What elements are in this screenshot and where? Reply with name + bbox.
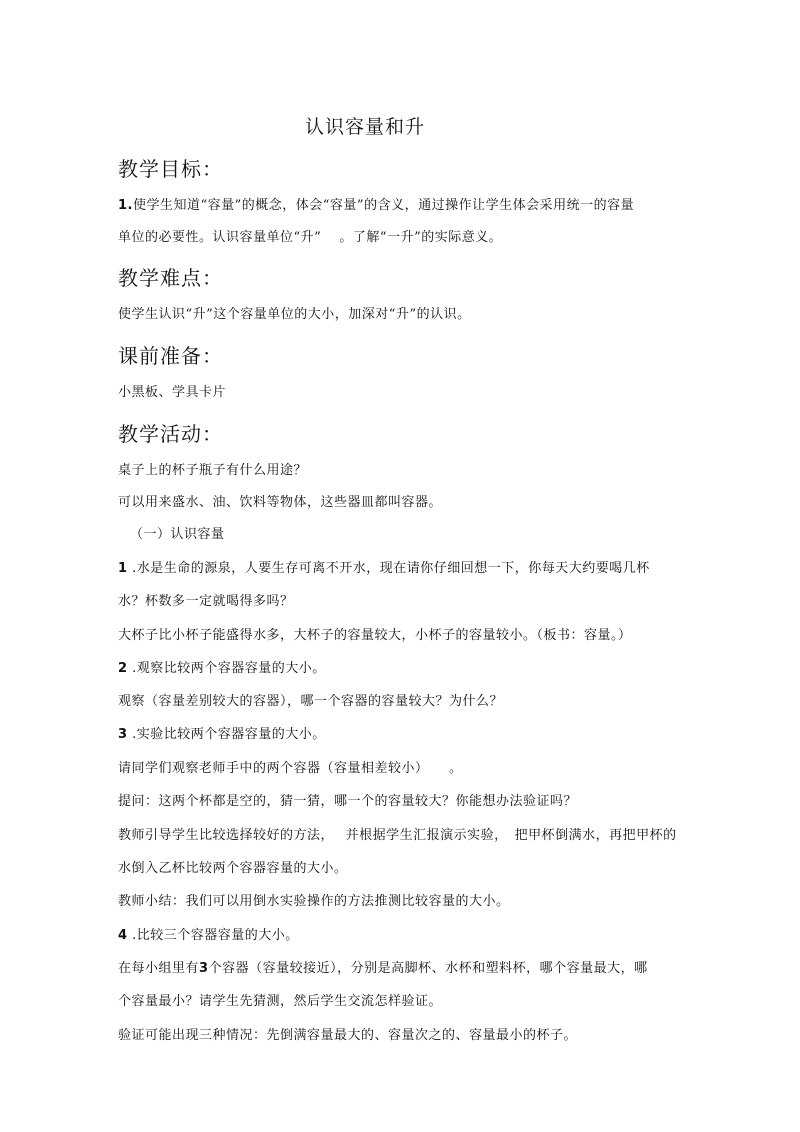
item-3-line-2: 请同学们观察老师手中的两个容器（容量相差较小） 。 [118, 761, 463, 776]
item-3-line-1 [118, 723, 326, 742]
goal-line-1 [118, 194, 634, 213]
item-2-text: .观察比较两个容器容量的大小。 [127, 661, 326, 676]
item-3-text: .实验比较两个容器容量的大小。 [127, 727, 326, 742]
item-4-line-1 [118, 924, 299, 943]
goal-number: 1. [118, 198, 133, 213]
item-1-text: .水是生命的源泉，人要生存可离不开水，现在请你仔细回想一下，你每天大约要喝几杯 [127, 561, 650, 576]
item-4-line-2 [118, 957, 648, 976]
item-2-line-1 [118, 657, 326, 676]
goal-line-2: 单位的必要性。认识容量单位“升” 。了解“一升”的实际意义。 [118, 230, 503, 245]
item-3-number: 3 [118, 727, 128, 742]
difficulty-text: 使学生认识“升”这个容量单位的大小，加深对“升”的认识。 [118, 307, 471, 322]
goal-text: 使学生知道“容量”的概念，体会“容量”的含义，通过操作让学生体会采用统一的容量 [132, 198, 635, 213]
item-1-line-2: 水？杯数多一定就喝得多吗？ [118, 594, 294, 609]
item-2-line-2: 观察（容量差别较大的容器），哪一个容器的容量较大？为什么？ [118, 694, 504, 709]
item-3-line-4: 教师引导学生比较选择较好的方法， 并根据学生汇报演示实验， 把甲杯倒满水，再把甲杯的 [118, 828, 677, 843]
activity-answer: 可以用来盛水、油、饮料等物体，这些器皿都叫容器。 [118, 495, 443, 510]
item-4-count: 3 [199, 961, 209, 976]
page-title: 认识容量和升 [304, 116, 425, 138]
item-2-number: 2 [118, 661, 128, 676]
item-3-line-5: 水倒入乙杯比较两个容器容量的大小。 [118, 861, 348, 876]
item-1-line-3: 大杯子比小杯子能盛得水多，大杯子的容量较大，小杯子的容量较小。（板书：容量。） [118, 628, 632, 643]
item-1-number: 1 [118, 561, 128, 576]
item-3-line-6: 教师小结：我们可以用倒水实验操作的方法推测比较容量的大小。 [118, 894, 510, 909]
item-4-text-post: 个容器（容量较接近），分别是高脚杯、水杯和塑料杯，哪个容量最大，哪 [208, 961, 648, 976]
activity-heading: 教学活动： [118, 422, 223, 446]
activity-question: 桌子上的杯子瓶子有什么用途？ [118, 463, 308, 478]
item-4-text-pre: 在每小组里有 [118, 961, 200, 976]
subsection-heading: （一）认识容量 [130, 527, 225, 542]
prep-heading: 课前准备： [118, 344, 223, 368]
prep-text: 小黑板、学具卡片 [118, 385, 227, 400]
item-4-number: 4 [118, 928, 128, 943]
item-4-text: .比较三个容器容量的大小。 [127, 928, 299, 943]
difficulty-heading: 教学难点： [118, 266, 223, 290]
item-1-line-1 [118, 557, 650, 576]
item-3-line-3: 提问：这两个杯都是空的，猜一猜，哪一个的容量较大？你能想办法验证吗？ [118, 794, 578, 809]
item-4-line-4: 验证可能出现三种情况：先倒满容量最大的、容量次之的、容量最小的杯子。 [118, 1028, 578, 1043]
item-4-line-3: 个容量最小？请学生先猜测，然后学生交流怎样验证。 [118, 994, 443, 1009]
goals-heading: 教学目标： [118, 157, 223, 181]
